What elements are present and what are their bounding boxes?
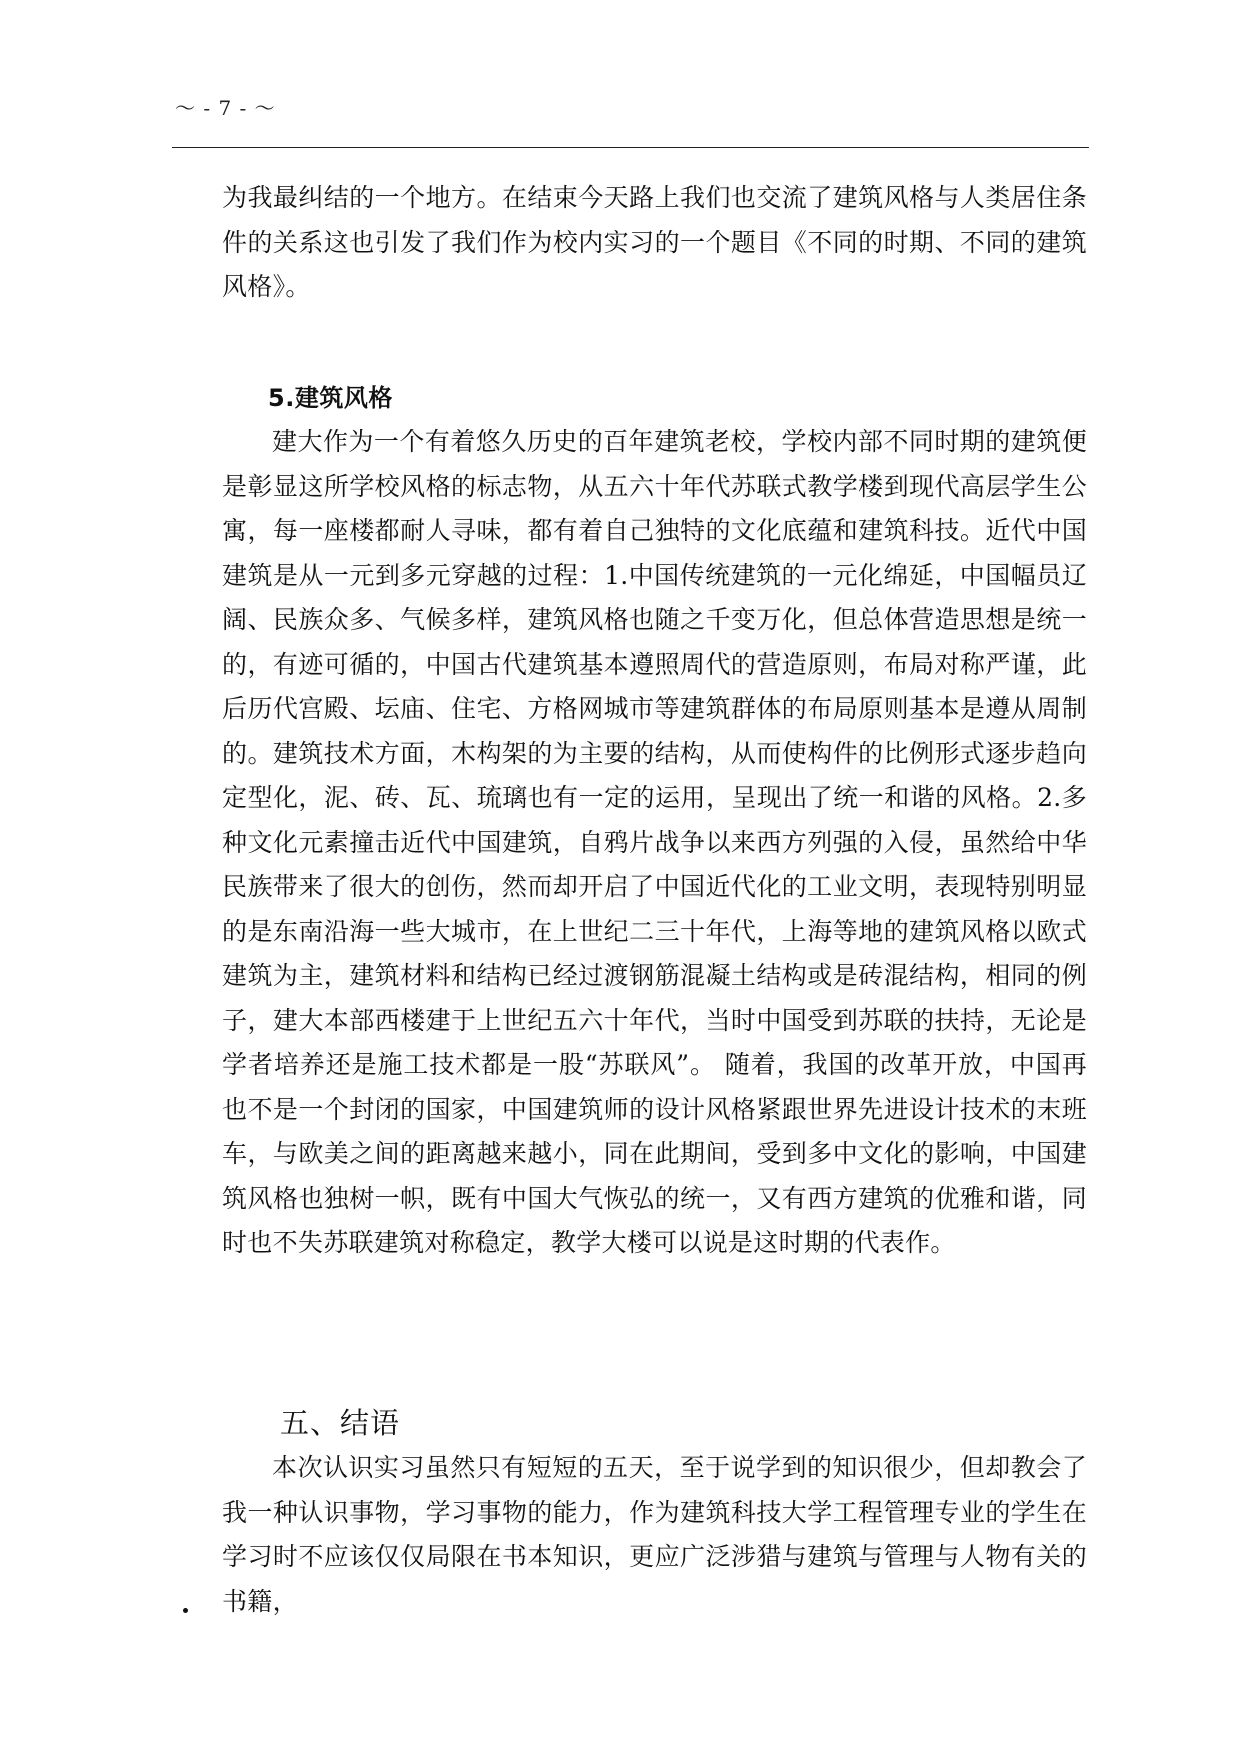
header-divider [172,147,1089,148]
intro-paragraph: 为我最纠结的一个地方。在结束今天路上我们也交流了建筑风格与人类居住条件的关系这也引发了我们作为校内实习的一个题目《不同的时期、不同的建筑风格》。 [222,183,1087,301]
conclusion-paragraph: 本次认识实习虽然只有短短的五天，至于说学到的知识很少，但却教会了我一种认识事物，学习事物的能力，作为建筑科技大学工程管理专业的学生在学习时不应该仅仅局限在书本知识，更应广泛涉猎与建筑与管理与人物有关的书籍， [222,1453,1087,1616]
section-heading-conclusion: 五、结语 [280,1406,401,1440]
section-heading-architectural-style: 5.建筑风格 [268,384,393,412]
footer-dot [183,1608,188,1613]
page-number-header: ～ - 7 - ～ [175,96,276,120]
architectural-style-paragraph: 建大作为一个有着悠久历史的百年建筑老校，学校内部不同时期的建筑便是彰显这所学校风格的标志物，从五六十年代苏联式教学楼到现代高层学生公寓，每一座楼都耐人寻味，都有着自己独特的文化底蕴和建筑科技。近代中国建筑是从一元到多元穿越的过程：1.中国传统建筑的一元化绵延，中国幅员辽阔、民族众多、气候多样，建筑风格也随之千变万化，但总体营造思想是统一的，有迹可循的，中国古代建筑基本遵照周代的营造原则，布局对称严谨，此后历代宫殿、坛庙、住宅、方格网城市等建筑群体的布局原则基本是遵从周制的。建筑技术方面，木构架的为主要的结构，从而使构件的比例形式逐步趋向定型化，泥、砖、瓦、琉璃也有一定的运用，呈现出了统一和谐的风格。2.多种文化元素撞击近代中国建筑，自鸦片战争以来西方列强的入侵，虽然给中华民族带来了很大的创伤，然而却开启了中国近代化的工业文明，表现特别明显的是东南沿海一些大城市，在上世纪二三十年代，上海等地的建筑风格以欧式建筑为主，建筑材料和结构已经过渡钢筋混凝土结构或是砖混结构，相同的例子，建大本部西楼建于上世纪五六十年代，当时中国受到苏联的扶持，无论是学者培养还是施工技术都是一股“苏联风”。 随着，我国的改革开放，中国再也不是一个封闭的国家，中国建筑师的设计风格紧跟世界先进设计技术的末班车，与欧美之间的距离越来越小，同在此期间，受到多中文化的影响，中国建筑风格也独树一帜，既有中国大气恢弘的统一，又有西方建筑的优雅和谐，同时也不失苏联建筑对称稳定，教学大楼可以说是这时期的代表作。 [222,427,1087,1257]
